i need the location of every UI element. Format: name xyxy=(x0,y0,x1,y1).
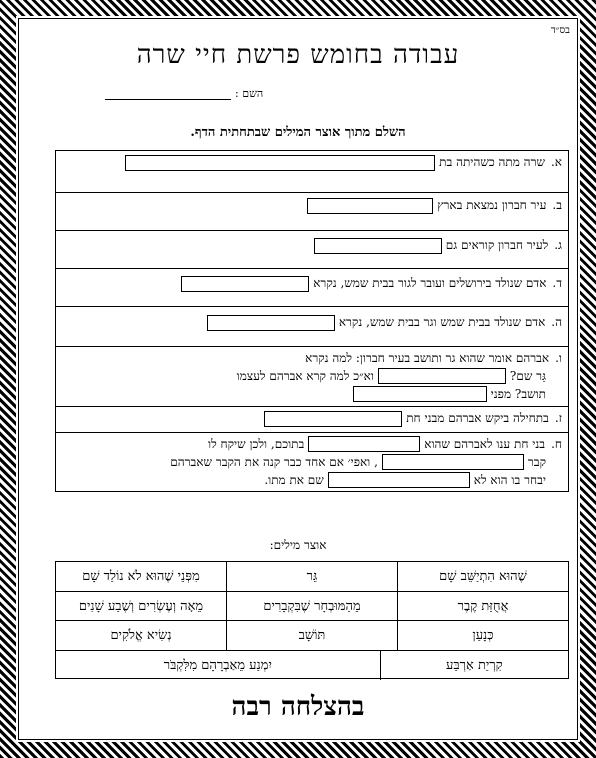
vocab-table xyxy=(55,561,569,679)
question-text-line2a: קבר xyxy=(527,455,546,469)
question-letter: ד. xyxy=(552,276,562,290)
question-text-line1a: בני חת ענו לאברהם שהוא xyxy=(424,437,546,451)
answer-blank-g[interactable] xyxy=(264,411,402,427)
question-text: אדם שנולד בבית שמש וגר בבית שמש, נקרא xyxy=(338,315,546,329)
answer-blank-d[interactable] xyxy=(181,276,309,292)
question-e xyxy=(56,307,568,347)
vocab-cell: נְשִׂיא אֱלֹקִים xyxy=(110,628,172,644)
question-letter: ז. xyxy=(554,411,562,425)
page-title: עבודה בחומש פרשת חיי שרה xyxy=(136,40,460,70)
answer-blank-h3[interactable] xyxy=(328,472,470,488)
vocab-row xyxy=(56,621,568,651)
vocab-cell: אֲחֻזַּת קֶבֶר xyxy=(397,592,568,621)
question-text-line2a: גֵּר שם? xyxy=(509,369,546,383)
question-text: אדם שנולד בירושלים ועובר לגור בבית שמש, נקרא xyxy=(313,276,547,290)
vocab-cell: שֶׁהוּא הִתְיַשֵּׁב שָׁם xyxy=(397,562,568,591)
question-b xyxy=(56,193,568,231)
question-text-line3b: שם את מתו. xyxy=(264,473,324,487)
answer-blank-h1[interactable] xyxy=(308,436,420,452)
answer-blank-c[interactable] xyxy=(314,238,442,254)
vocab-cell: יִמְנַע מֵאַבְרָהָם מִלִּקְבֹּר xyxy=(163,658,272,674)
signature-bsd: בס״ד xyxy=(550,25,570,36)
vocab-cell: מִפְּנֵי שֶׁהוּא לֹא נוֹלַד שָׁם xyxy=(82,569,200,585)
question-text: לעיר חברון קוראים גם xyxy=(445,238,549,252)
question-letter: ב. xyxy=(552,198,562,212)
closing-message: בהצלחה רבה xyxy=(231,692,365,722)
vocab-row xyxy=(56,592,568,622)
question-text-line1b: בתוכם, ולכן שיקח לו xyxy=(208,437,305,451)
question-text-line3: תושב? מפני xyxy=(490,387,546,401)
name-label: השם : xyxy=(235,87,264,100)
vocab-cell: כְּנָעַן xyxy=(397,621,568,650)
vocab-title: אוצר מילים: xyxy=(269,538,327,552)
question-letter: ו. xyxy=(555,351,562,365)
question-text: עיר חברון נמצאת בארץ xyxy=(437,198,547,212)
question-text-line1: אברהם אומר שהוא גר ותושב בעיר חברון: למה נקרא xyxy=(305,351,550,365)
question-a xyxy=(56,151,568,193)
question-letter: ה. xyxy=(551,315,562,329)
question-c xyxy=(56,231,568,269)
vocab-cell: תּוֹשָׁב xyxy=(226,621,397,650)
question-h xyxy=(56,433,568,491)
question-text: בתחילה ביקש אברהם מבני חת xyxy=(406,411,549,425)
name-input-line[interactable] xyxy=(105,88,231,100)
answer-blank-b[interactable] xyxy=(307,198,433,214)
question-d xyxy=(56,269,568,307)
answer-blank-h2[interactable] xyxy=(382,454,524,470)
name-row xyxy=(105,87,263,100)
question-text-line2b: וא״כ למה קרא אברהם לעצמו xyxy=(236,369,374,383)
instructions: השלם מתוך אוצר המילים שבתחתית הדף. xyxy=(190,125,406,140)
vocab-row xyxy=(56,651,568,681)
vocab-cell: מֵהַמּוּבְחָר שֶׁבִּקְבָרִים xyxy=(226,592,397,621)
question-text-line3a: יבחר בו הוא לא xyxy=(473,473,546,487)
questions-box xyxy=(55,150,569,492)
answer-blank-f1[interactable] xyxy=(378,368,506,384)
vocab-cell: מֵאָה וְעֶשְׂרִים וְשֶׁבַע שָׁנִים xyxy=(78,598,204,614)
question-text: שרה מתה כשהיתה בת xyxy=(439,155,545,169)
vocab-row xyxy=(56,562,568,592)
question-letter: ח. xyxy=(551,437,562,451)
vocab-cell: קִרְיַת אַרְבַּע xyxy=(380,651,568,681)
question-text-line2b: , ואפי׳ אם אחד כבר קנה את הקבר שאברהם xyxy=(170,455,378,469)
question-letter: א. xyxy=(550,155,562,169)
question-letter: ג. xyxy=(554,238,562,252)
answer-blank-a[interactable] xyxy=(125,155,435,171)
answer-blank-e[interactable] xyxy=(207,315,335,331)
question-f xyxy=(56,347,568,407)
answer-blank-f2[interactable] xyxy=(353,386,487,402)
question-g xyxy=(56,407,568,433)
vocab-cell: גֵּר xyxy=(226,562,397,591)
